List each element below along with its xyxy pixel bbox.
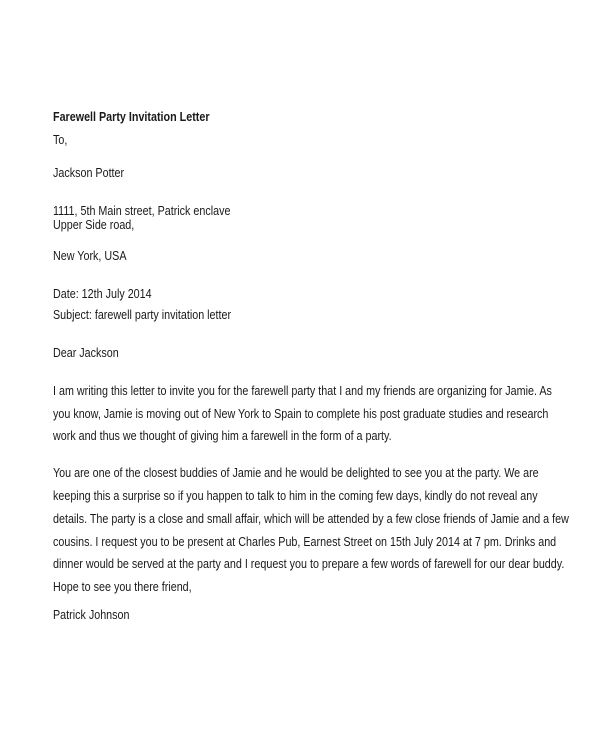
paragraph-line: cousins. I request you to be present at Charles Pub, Earnest Street on 15th July 2014 at 7 pm. Drinks and: [53, 535, 557, 549]
paragraph-line: You are one of the closest buddies of Jamie and he would be delighted to see you at the party. We are: [53, 466, 539, 480]
paragraph-line: you know, Jamie is moving out of New York to Spain to complete his post graduate studies and research: [53, 407, 549, 421]
greeting: Dear Jackson: [53, 346, 119, 360]
paragraph-line: dinner would be served at the party and I request you to prepare a few words of farewell for our dear buddy.: [53, 557, 565, 571]
letter-subject: Subject: farewell party invitation letter: [53, 308, 232, 322]
address-line: 1111, 5th Main street, Patrick enclave: [53, 204, 231, 218]
paragraph-line: details. The party is a close and small affair, which will be attended by a few close friends of Jamie and a few: [53, 512, 569, 526]
recipient-name: Jackson Potter: [53, 166, 125, 180]
salutation-to: To,: [53, 133, 68, 147]
paragraph-line: Hope to see you there friend,: [53, 580, 192, 594]
paragraph-line: I am writing this letter to invite you for the farewell party that I and my friends are organizing for Jamie. As: [53, 384, 552, 398]
letter-title: Farewell Party Invitation Letter: [53, 110, 210, 124]
signature: Patrick Johnson: [53, 608, 130, 622]
paragraph-line: work and thus we thought of giving him a farewell in the form of a party.: [53, 429, 392, 443]
address-line: Upper Side road,: [53, 218, 135, 232]
recipient-city: New York, USA: [53, 249, 127, 263]
letter-date: Date: 12th July 2014: [53, 287, 152, 301]
paragraph-line: keeping this a surprise so if you happen to talk to him in the coming few days, kindly do not reveal any: [53, 489, 538, 503]
